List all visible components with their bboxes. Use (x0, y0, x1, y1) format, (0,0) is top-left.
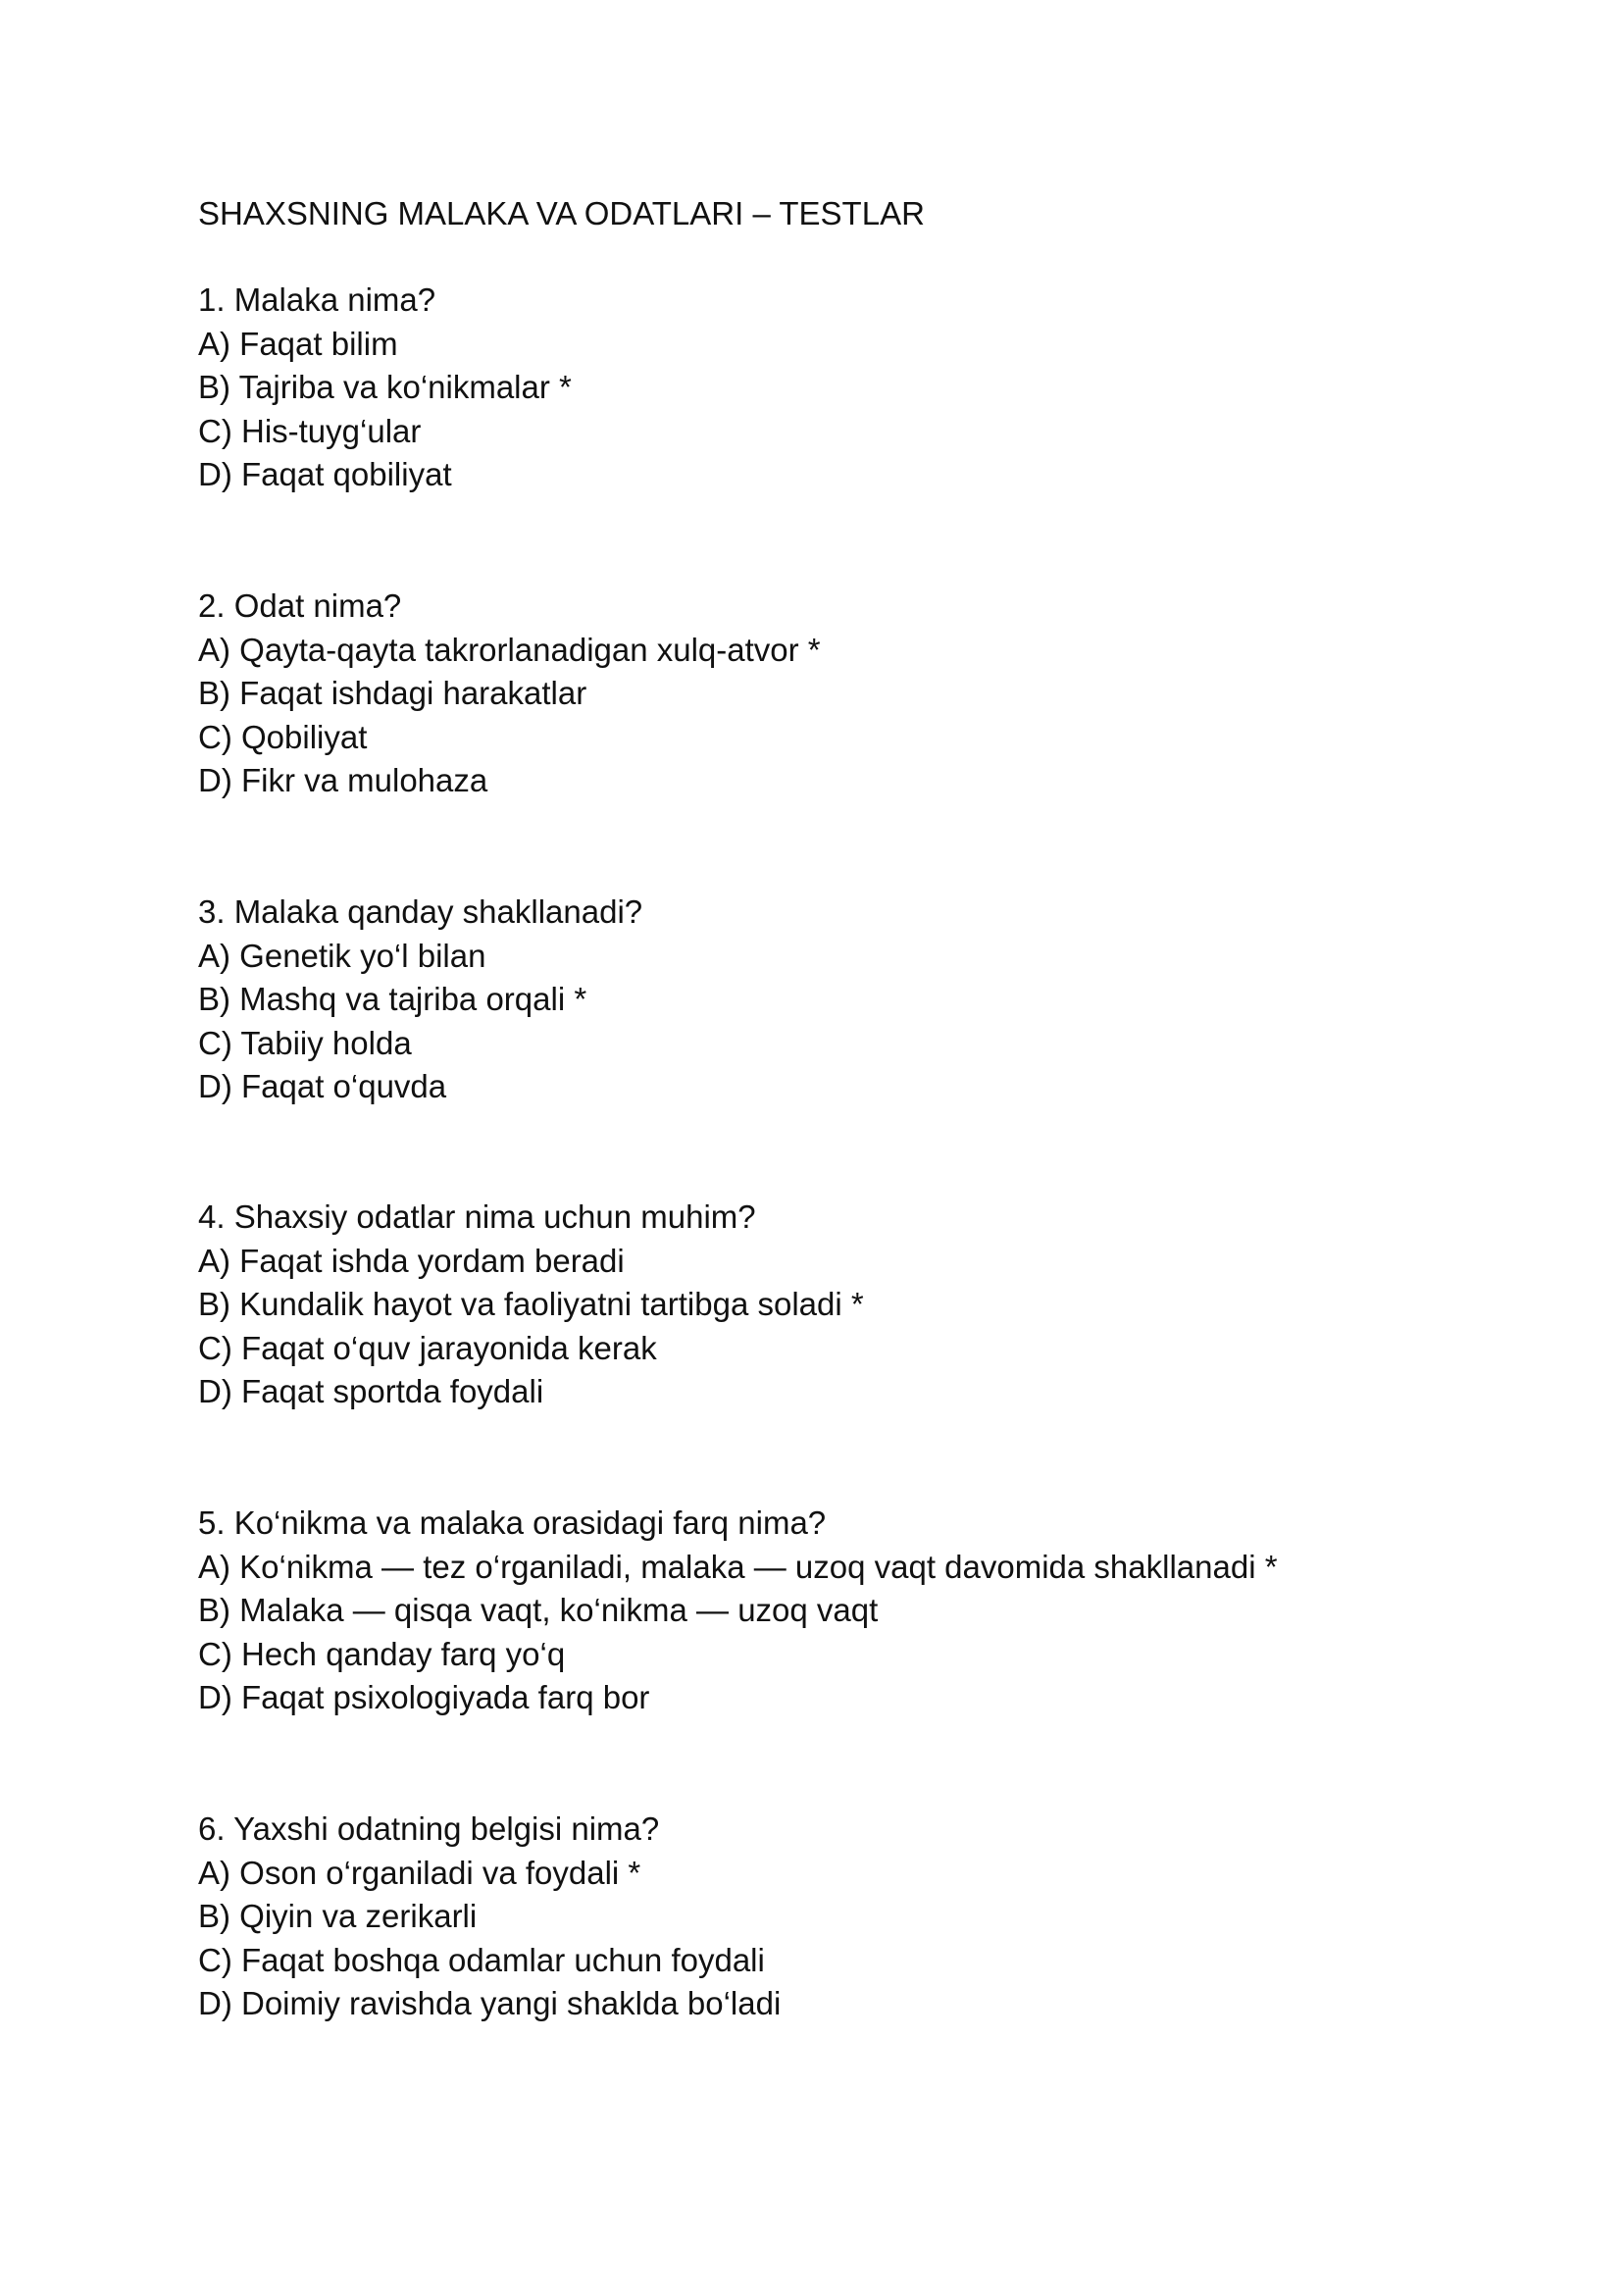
option-d: D) Faqat sportda foydali (198, 1373, 544, 1410)
option-c: C) Hech qanday farq yo‘q (198, 1635, 566, 1672)
question-block-3 (198, 891, 642, 1109)
option-d: D) Doimiy ravishda yangi shaklda bo‘ladi (198, 1985, 782, 2022)
option-a: A) Oson o‘rganiladi va foydali * (198, 1854, 641, 1891)
question-block-5 (198, 1502, 1278, 1720)
question-block-2 (198, 585, 821, 803)
option-b: B) Qiyin va zerikarli (198, 1898, 478, 1935)
question-text: 6. Yaxshi odatning belgisi nima? (198, 1810, 660, 1847)
question-text: 3. Malaka qanday shakllanadi? (198, 893, 643, 930)
question-text: 2. Odat nima? (198, 587, 402, 624)
option-b: B) Kundalik hayot va faoliyatni tartibga soladi * (198, 1286, 864, 1323)
option-d: D) Faqat o‘quvda (198, 1068, 447, 1105)
option-b: B) Faqat ishdagi harakatlar (198, 675, 587, 712)
option-b: B) Malaka — qisqa vaqt, ko‘nikma — uzoq vaqt (198, 1592, 879, 1629)
option-a: A) Faqat bilim (198, 325, 398, 362)
question-block-4 (198, 1196, 864, 1414)
option-b: B) Tajriba va ko‘nikmalar * (198, 369, 572, 406)
option-d: D) Fikr va mulohaza (198, 762, 488, 799)
option-a: A) Ko‘nikma — tez o‘rganiladi, malaka — uzoq vaqt davomida shakllanadi * (198, 1548, 1278, 1585)
question-block-1 (198, 279, 572, 497)
question-text: 1. Malaka nima? (198, 281, 436, 318)
option-c: C) Faqat o‘quv jarayonida kerak (198, 1329, 657, 1366)
option-c: C) Tabiiy holda (198, 1024, 412, 1061)
option-a: A) Genetik yo‘l bilan (198, 937, 486, 974)
question-block-6 (198, 1808, 781, 2026)
option-a: A) Faqat ishda yordam beradi (198, 1242, 625, 1279)
question-text: 5. Ko‘nikma va malaka orasidagi farq nima? (198, 1504, 827, 1541)
option-c: C) Qobiliyat (198, 718, 368, 755)
option-a: A) Qayta-qayta takrorlanadigan xulq-atvor * (198, 631, 821, 668)
document-title: SHAXSNING MALAKA VA ODATLARI – TESTLAR (198, 195, 925, 231)
question-text: 4. Shaxsiy odatlar nima uchun muhim? (198, 1198, 756, 1235)
option-d: D) Faqat qobiliyat (198, 456, 452, 493)
option-c: C) His-tuyg‘ular (198, 412, 422, 449)
option-c: C) Faqat boshqa odamlar uchun foydali (198, 1941, 765, 1978)
document-page (198, 192, 1473, 2022)
option-d: D) Faqat psixologiyada farq bor (198, 1679, 650, 1716)
option-b: B) Mashq va tajriba orqali * (198, 981, 587, 1018)
